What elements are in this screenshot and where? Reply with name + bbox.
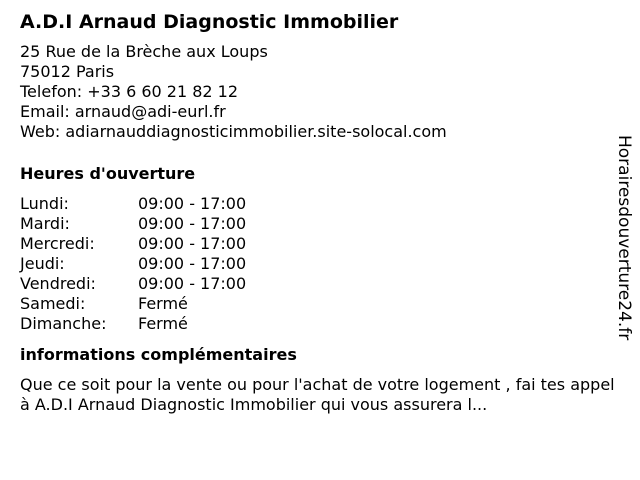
hours-row-dimanche bbox=[20, 314, 610, 334]
business-card bbox=[20, 10, 615, 415]
business-name: A.D.I Arnaud Diagnostic Immobilier bbox=[20, 11, 399, 33]
phone-line: Telefon: +33 6 60 21 82 12 bbox=[20, 82, 239, 101]
day-label: Vendredi: bbox=[20, 274, 96, 293]
time-value: 09:00 - 17:00 bbox=[138, 254, 247, 273]
time-value: 09:00 - 17:00 bbox=[138, 214, 247, 233]
time-value: 09:00 - 17:00 bbox=[138, 274, 247, 293]
additional-info-heading: informations complémentaires bbox=[20, 345, 297, 364]
opening-hours-heading: Heures d'ouverture bbox=[20, 164, 196, 183]
day-label: Mercredi: bbox=[20, 234, 95, 253]
opening-hours-table bbox=[20, 194, 610, 334]
vertical-brand-watermark bbox=[612, 135, 636, 345]
additional-info-text: Que ce soit pour la vente ou pour l'achat de votre logement , fai tes appel à A.D.I Arnaud Diagnostic Immobilier qui vous assurera l... bbox=[20, 375, 615, 414]
hours-row-mardi bbox=[20, 214, 610, 234]
contact-block bbox=[20, 42, 610, 142]
hours-row-mercredi bbox=[20, 234, 610, 254]
hours-row-jeudi bbox=[20, 254, 610, 274]
day-label: Lundi: bbox=[20, 194, 69, 213]
time-value: Fermé bbox=[138, 314, 188, 333]
hours-row-vendredi bbox=[20, 274, 610, 294]
web-line: Web: adiarnauddiagnosticimmobilier.site-solocal.com bbox=[20, 122, 447, 141]
day-label: Samedi: bbox=[20, 294, 86, 313]
brand-text: Horairesdouverture24.fr bbox=[614, 135, 634, 341]
day-label: Mardi: bbox=[20, 214, 70, 233]
time-value: Fermé bbox=[138, 294, 188, 313]
time-value: 09:00 - 17:00 bbox=[138, 194, 247, 213]
address-street: 25 Rue de la Brèche aux Loups bbox=[20, 42, 268, 61]
hours-row-lundi bbox=[20, 194, 610, 214]
hours-row-samedi bbox=[20, 294, 610, 314]
address-city: 75012 Paris bbox=[20, 62, 115, 81]
email-line: Email: arnaud@adi-eurl.fr bbox=[20, 102, 226, 121]
day-label: Dimanche: bbox=[20, 314, 107, 333]
time-value: 09:00 - 17:00 bbox=[138, 234, 247, 253]
day-label: Jeudi: bbox=[20, 254, 65, 273]
